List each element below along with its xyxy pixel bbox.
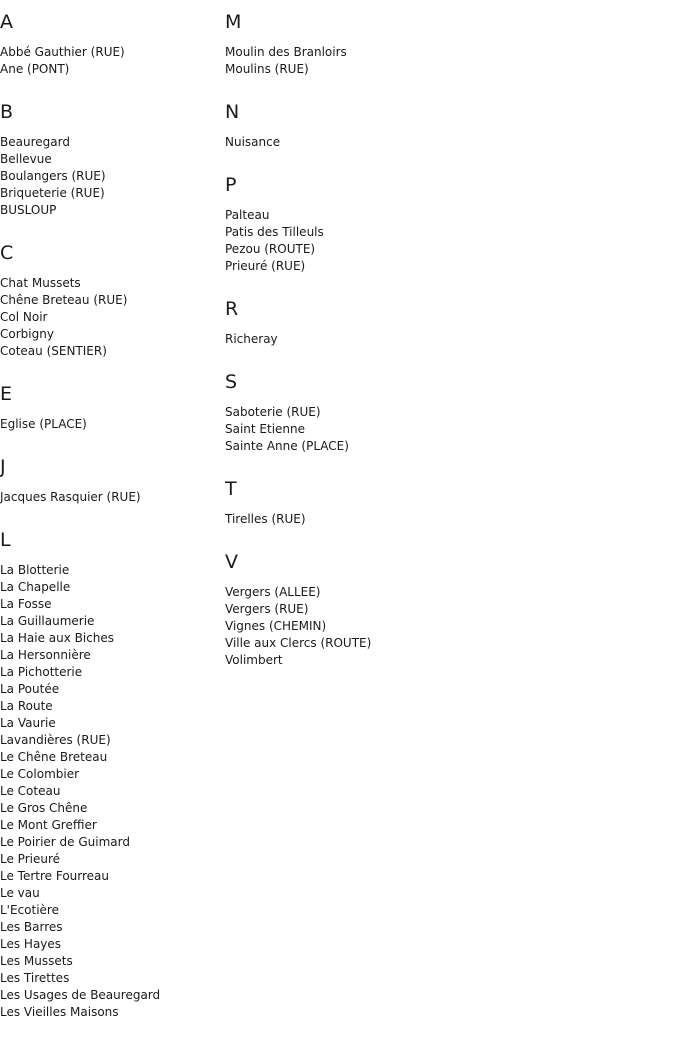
street-list <box>225 331 665 348</box>
letter-heading: R <box>225 298 239 320</box>
street-link[interactable]: Boulangers (RUE) <box>0 169 106 183</box>
street-link[interactable]: Les Barres <box>0 920 63 934</box>
letter-group <box>0 528 225 1021</box>
street-link[interactable]: Le Prieuré <box>0 852 61 866</box>
street-link[interactable]: Pezou (ROUTE) <box>225 242 316 256</box>
street-link[interactable]: Les Tirettes <box>0 971 70 985</box>
street-list <box>0 489 225 506</box>
index-column-right <box>225 10 665 691</box>
street-link[interactable]: Vignes (CHEMIN) <box>225 619 327 633</box>
street-link[interactable]: Corbigny <box>0 327 54 341</box>
street-link[interactable]: La Haie aux Biches <box>0 631 115 645</box>
letter-heading: E <box>0 383 13 405</box>
street-list <box>225 511 665 528</box>
letter-group <box>225 297 665 348</box>
street-link[interactable]: Vergers (ALLEE) <box>225 585 321 599</box>
street-link[interactable]: Le Coteau <box>0 784 61 798</box>
street-link[interactable]: L'Ecotière <box>0 903 59 917</box>
street-link[interactable]: Le vau <box>0 886 40 900</box>
street-link[interactable]: Ane (PONT) <box>0 62 70 76</box>
street-list <box>0 416 225 433</box>
street-link[interactable]: Le Gros Chêne <box>0 801 88 815</box>
street-link[interactable]: La Route <box>0 699 53 713</box>
street-link[interactable]: Vergers (RUE) <box>225 602 309 616</box>
street-link[interactable]: La Vaurie <box>0 716 56 730</box>
street-link[interactable]: La Pichotterie <box>0 665 83 679</box>
street-link[interactable]: Prieuré (RUE) <box>225 259 306 273</box>
street-link[interactable]: La Poutée <box>0 682 60 696</box>
street-list <box>225 44 665 78</box>
letter-group <box>0 455 225 506</box>
street-link[interactable]: Abbé Gauthier (RUE) <box>0 45 125 59</box>
street-link[interactable]: La Fosse <box>0 597 52 611</box>
street-link[interactable]: Tirelles (RUE) <box>225 512 306 526</box>
street-link[interactable]: La Blotterie <box>0 563 70 577</box>
street-list <box>225 134 665 151</box>
street-link[interactable]: BUSLOUP <box>0 203 57 217</box>
street-link[interactable]: Les Hayes <box>0 937 62 951</box>
street-list <box>0 44 225 78</box>
letter-heading: C <box>0 242 14 264</box>
letter-group <box>225 370 665 455</box>
letter-group <box>225 100 665 151</box>
letter-group <box>0 241 225 360</box>
street-link[interactable]: La Guillaumerie <box>0 614 95 628</box>
street-link[interactable]: Saboterie (RUE) <box>225 405 321 419</box>
street-list <box>0 562 225 1021</box>
street-list <box>225 207 665 275</box>
letter-group <box>0 382 225 433</box>
street-link[interactable]: Patis des Tilleuls <box>225 225 324 239</box>
letter-group <box>225 10 665 78</box>
street-list <box>225 584 665 669</box>
street-link[interactable]: Chêne Breteau (RUE) <box>0 293 128 307</box>
street-link[interactable]: Moulins (RUE) <box>225 62 309 76</box>
letter-group <box>225 550 665 669</box>
street-link[interactable]: La Chapelle <box>0 580 71 594</box>
street-link[interactable]: Richeray <box>225 332 278 346</box>
street-link[interactable]: Le Colombier <box>0 767 80 781</box>
letter-heading: P <box>225 174 237 196</box>
letter-heading: N <box>225 101 240 123</box>
street-link[interactable]: Volimbert <box>225 653 283 667</box>
letter-group <box>0 100 225 219</box>
street-link[interactable]: Les Mussets <box>0 954 73 968</box>
street-link[interactable]: Coteau (SENTIER) <box>0 344 107 358</box>
letter-heading: J <box>0 456 6 478</box>
street-link[interactable]: Moulin des Branloirs <box>225 45 347 59</box>
street-list <box>0 134 225 219</box>
street-link[interactable]: Eglise (PLACE) <box>0 417 87 431</box>
letter-heading: T <box>225 478 237 500</box>
letter-group <box>225 477 665 528</box>
street-link[interactable]: Saint Etienne <box>225 422 306 436</box>
street-link[interactable]: Jacques Rasquier (RUE) <box>0 490 141 504</box>
street-link[interactable]: Le Mont Greffier <box>0 818 97 832</box>
letter-group <box>225 173 665 275</box>
street-list <box>0 275 225 360</box>
street-link[interactable]: Col Noir <box>0 310 48 324</box>
street-link[interactable]: Les Vieilles Maisons <box>0 1005 119 1019</box>
street-list <box>225 404 665 455</box>
street-link[interactable]: Briqueterie (RUE) <box>0 186 105 200</box>
street-link[interactable]: Le Chêne Breteau <box>0 750 108 764</box>
street-link[interactable]: Bellevue <box>0 152 52 166</box>
street-link[interactable]: Nuisance <box>225 135 281 149</box>
street-link[interactable]: Le Poirier de Guimard <box>0 835 130 849</box>
letter-heading: L <box>0 529 11 551</box>
street-link[interactable]: Lavandières (RUE) <box>0 733 111 747</box>
street-link[interactable]: Chat Mussets <box>0 276 81 290</box>
index-column-left <box>0 10 225 1043</box>
street-link[interactable]: Sainte Anne (PLACE) <box>225 439 349 453</box>
letter-heading: V <box>225 551 238 573</box>
letter-heading: B <box>0 101 14 123</box>
letter-heading: M <box>225 11 242 33</box>
street-link[interactable]: Ville aux Clercs (ROUTE) <box>225 636 372 650</box>
street-link[interactable]: Le Tertre Fourreau <box>0 869 110 883</box>
street-link[interactable]: Les Usages de Beauregard <box>0 988 161 1002</box>
letter-heading: S <box>225 371 238 393</box>
letter-heading: A <box>0 11 13 33</box>
street-link[interactable]: La Hersonnière <box>0 648 91 662</box>
street-link[interactable]: Palteau <box>225 208 270 222</box>
letter-group <box>0 10 225 78</box>
street-link[interactable]: Beauregard <box>0 135 70 149</box>
